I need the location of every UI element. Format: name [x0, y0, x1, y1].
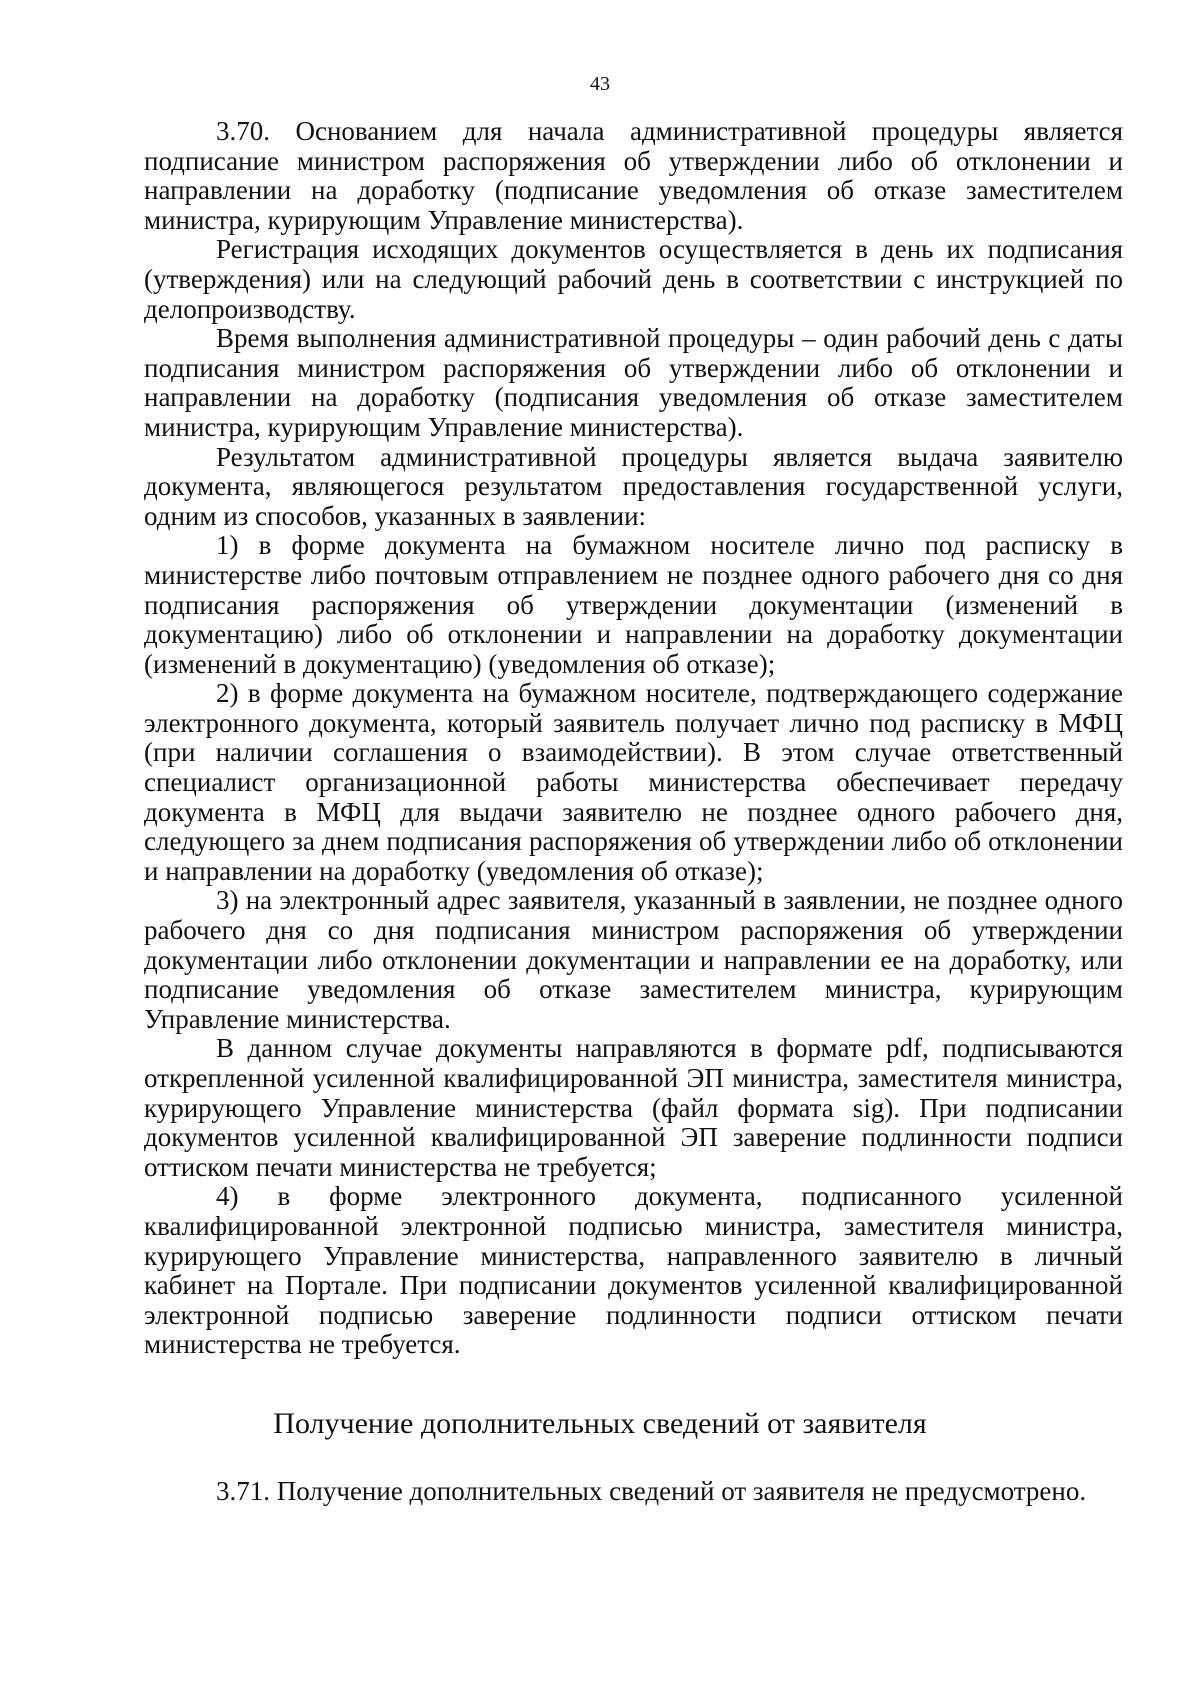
paragraph-result: Результатом административной процедуры является выдача заявителю документа, являющегося результатом предоставления государственной услуги, одним из способов, указанных в заявлении: — [144, 441, 1123, 531]
section-title: Получение дополнительных сведений от заявителя — [273, 1407, 927, 1440]
paragraph-registration: Регистрация исходящих документов осуществляется в день их подписания (утверждения) или на следующий рабочий день в соответствии с инструкцией по делопроизводству. — [144, 234, 1123, 324]
closing-block — [144, 1477, 1123, 1507]
list-item-2: 2) в форме документа на бумажном носителе, подтверждающего содержание электронного документа, который заявитель получает лично под расписку в МФЦ (при наличии соглашения о взаимодействии). В этом случае ответственный специалист организационной работы министерства обеспечивает передачу документа в МФЦ для выдачи заявителю не позднее одного рабочего дня, следующего за днем подписания распоряжения об утверждении либо об отклонении и направлении на доработку (уведомления об отказе); — [144, 678, 1123, 886]
paragraph-pdf-format: В данном случае документы направляются в формате pdf, подписываются открепленной усиленной квалифицированной ЭП министра, заместителя министра, курирующего Управление министерства (файл формата sig). При подписании документов усиленной квалифицированной ЭП заверение подлинности подписи оттиском печати министерства не требуется; — [144, 1033, 1123, 1182]
page-number: 43 — [590, 73, 610, 95]
list-item-1: 1) в форме документа на бумажном носителе лично под расписку в министерстве либо почтовым отправлением не позднее одного рабочего дня со дня подписания распоряжения об утверждении документации (изменений в документацию) либо об отклонении и направлении на доработку документации (изменений в документацию) (уведомления об отказе); — [144, 530, 1123, 679]
paragraph-3-70: 3.70. Основанием для начала административной процедуры является подписание министром распоряжения об утверждении либо об отклонении и направлении на доработку (подписание уведомления об отказе заместителем министра, курирующим Управление министерства). — [144, 116, 1123, 235]
list-item-3: 3) на электронный адрес заявителя, указанный в заявлении, не позднее одного рабочего дня со дня подписания министром распоряжения об утверждении документации либо отклонении документации и направлении ее на доработку, или подписание уведомления об отказе заместителем министра, курирующим Управление министерства. — [144, 885, 1123, 1034]
list-item-4: 4) в форме электронного документа, подписанного усиленной квалифицированной электронной подписью министра, заместителя министра, курирующего Управление министерства, направленного заявителю в личный кабинет на Портале. При подписании документов усиленной квалифицированной электронной подписью заверение подлинности подписи оттиском печати министерства не требуется. — [144, 1181, 1123, 1360]
paragraph-3-71: 3.71. Получение дополнительных сведений от заявителя не предусмотрено. — [216, 1476, 1087, 1506]
body-text — [144, 117, 1123, 1360]
paragraph-execution-time: Время выполнения административной процедуры – один рабочий день с даты подписания министром распоряжения об утверждении либо об отклонении и направлении на доработку (подписания уведомления об отказе заместителем министра, курирующим Управление министерства). — [144, 323, 1123, 442]
